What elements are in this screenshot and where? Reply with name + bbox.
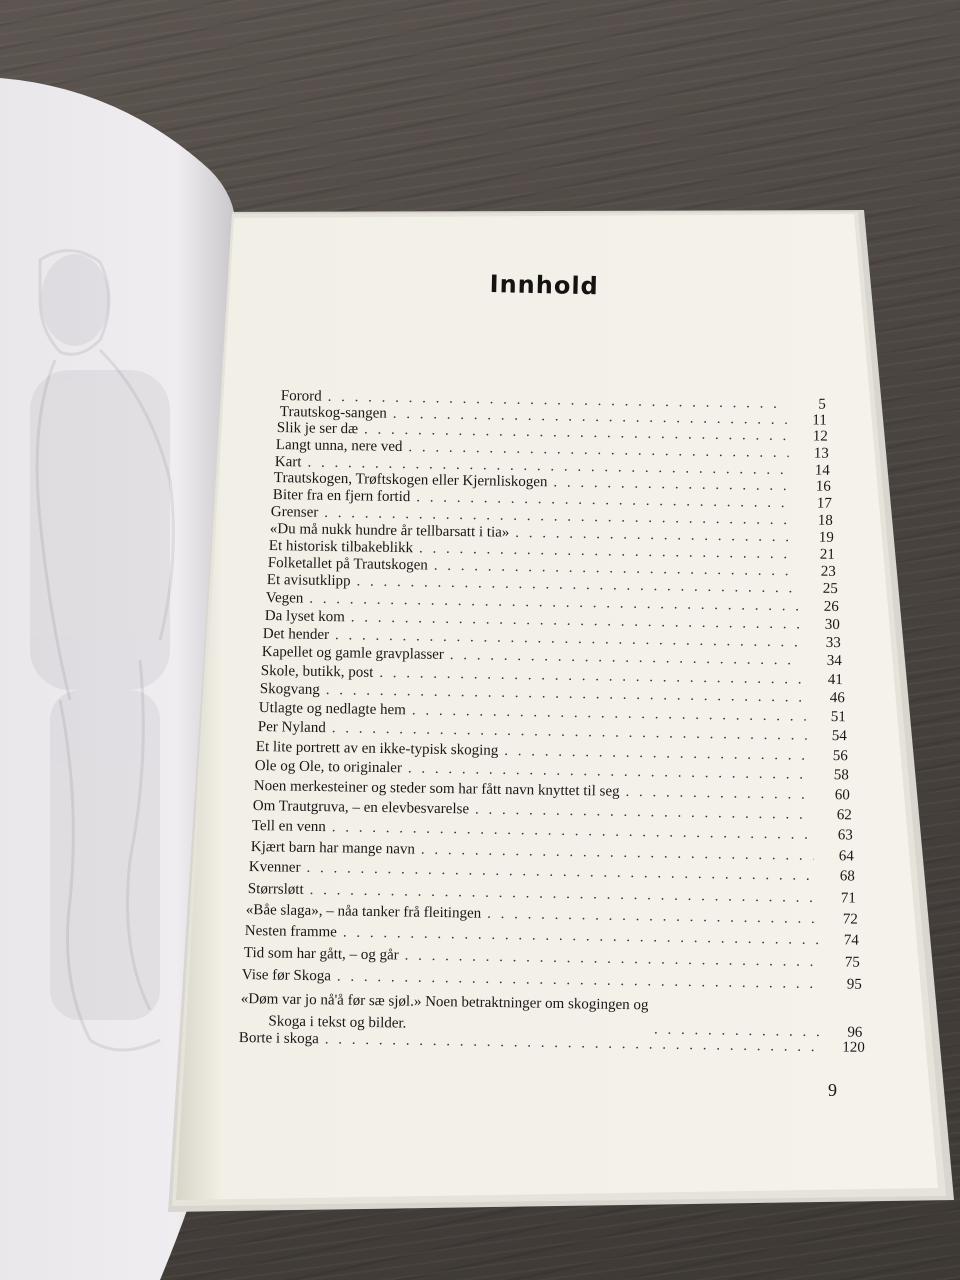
toc-entry-page: 33 [825,634,841,652]
toc-entry-title: Vise før Skoga [241,967,332,985]
toc-entry-page: 13 [813,445,829,462]
toc-entry-title: Det hender [262,626,330,644]
toc-entry-page: 51 [830,708,846,726]
toc-entry-title: Kvenner [248,859,301,876]
toc-entry-title: «Båe slaga», – nåa tanker frå fleitingen [245,902,482,922]
toc-entry-title: Skogvang [259,681,320,698]
toc-entry-page: 18 [817,512,833,529]
toc-entry-title: Langt unna, nere ved [275,437,403,455]
toc-entry-page: 23 [820,563,836,580]
toc-entry-title: Trautskogen, Trøftskogen eller Kjernliskogen [273,470,548,491]
toc-entry-page: 62 [836,807,852,824]
toc-entry-title: «Du må nukk hundre år tellbarsatt i tia» [269,521,510,541]
toc-entry-page: 64 [838,848,854,865]
toc-entry-title: Størrsløtt [247,881,304,898]
toc-entry-page: 14 [814,462,830,479]
toc-entry-title: Da lyset kom [264,608,345,626]
toc-entry-title: Borte i skoga [238,1030,319,1048]
toc-entry-title: Noen merkesteiner og steder som har fått navn knyttet til seg [253,778,620,800]
toc-entry-page: 26 [823,598,839,615]
toc-entry-title: «Døm var jo nå'å før sæ sjøl.» Noen betraktninger om skogingen og Skoga i tekst og bilder. [240,990,649,1032]
toc-entry-title: Slik je ser dæ [276,420,359,438]
toc-entry-page: 21 [819,546,835,563]
toc-entry-page: 56 [832,748,848,765]
toc-entry-page: 11 [812,412,827,429]
toc-entry-page: 5 [818,396,826,413]
toc-entry-page: 30 [824,616,840,634]
page-number: 9 [828,1080,837,1100]
toc-entry-title: Per Nyland [257,719,326,737]
toc-entry-page: 12 [812,428,828,445]
toc-entry-title: Trautskog-sangen [279,404,387,422]
toc-entry-title: Tid som har gått, – og går [243,945,399,964]
toc-entry-page: 58 [833,767,849,784]
toc-entry-title: Tell en venn [251,818,326,836]
toc-entry-page: 16 [815,478,831,495]
toc-entry-title: Et avisutklipp [266,572,351,590]
toc-entry-page: 120 [842,1039,865,1056]
toc-entry-page: 75 [844,954,860,971]
toc-entry-title: Kart [274,454,302,471]
toc-entry-title: Om Trautgruva, – en elevbesvarelse [252,798,470,818]
toc-entry-page: 54 [831,728,847,745]
toc-entry-page: 34 [826,652,842,670]
toc-entry-page: 95 [846,976,862,993]
toc-entry-page: 68 [839,868,855,885]
toc-entry-title: Utlagte og nedlagte hem [258,700,407,719]
right-page [232,212,960,1212]
toc-entry-title: Nesten framme [244,923,338,941]
toc-title: Innhold [489,270,600,301]
toc-entry-page: 41 [827,671,843,689]
toc-entry-title: Vegen [265,590,304,607]
toc-entry-page: 63 [837,827,853,844]
toc-entry-title: Folketallet på Trautskogen [267,555,428,574]
toc-entry-page: 72 [842,911,858,928]
toc-entry-page: 71 [840,890,856,907]
toc-entry-page: 96 [847,1024,863,1041]
toc-entry-page: 25 [822,580,838,597]
toc-entry-title: Et historisk tilbakeblikk [268,538,414,557]
toc-entry-title: Skole, butikk, post [260,663,374,681]
toc-entry-title: Kapellet og gamle gravplasser [261,644,444,663]
toc-entry-title: Forord [280,388,322,405]
toc-entry-title: Grenser [270,504,319,521]
toc-entry-title: Kjært barn har mange navn [250,839,416,858]
toc-entry-title: Et lite portrett av en ikke-typisk skoging [255,739,499,759]
toc-entry-page: 46 [829,689,845,707]
toc-entry-page: 74 [843,932,859,949]
toc-entry-title: Ole og Ole, to originaler [254,758,403,777]
toc-entry-page: 19 [818,529,834,546]
toc-entry-title: Biter fra en fjern fortid [272,487,411,506]
toc-entry-page: 17 [816,495,832,512]
toc-entry-page: 60 [834,787,850,804]
